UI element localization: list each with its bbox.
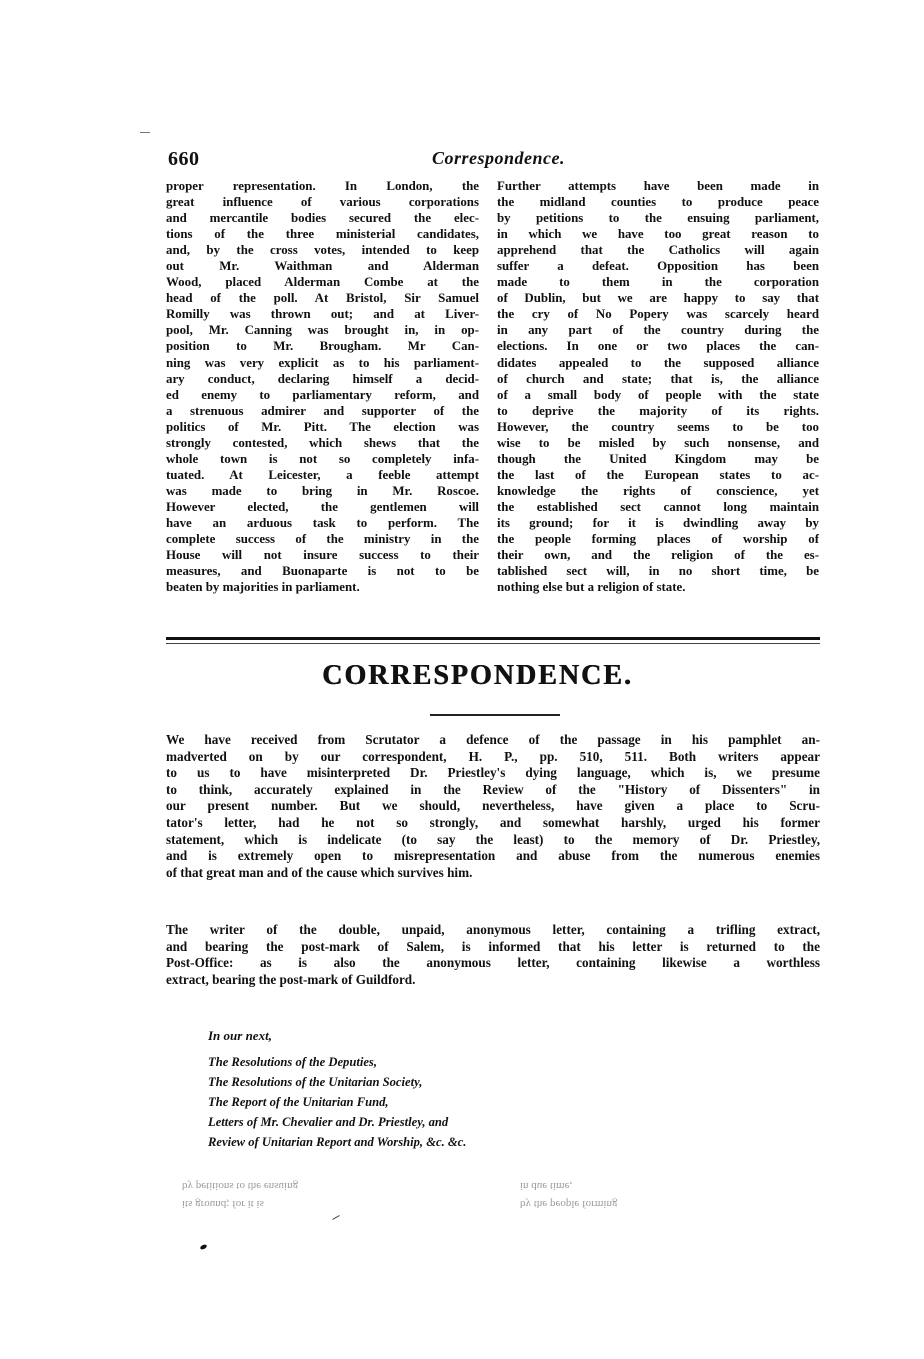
text-line: and bearing the post-mark of Salem, is informed that his letter is returned to the <box>166 938 820 954</box>
forthcoming-item: Letters of Mr. Chevalier and Dr. Priestley, and <box>208 1115 449 1129</box>
text-line: though the United Kingdom may be <box>497 451 819 466</box>
right-column <box>497 178 819 595</box>
text-line: The writer of the double, unpaid, anonymous letter, containing a trifling extract, <box>166 922 820 937</box>
text-line: madverted on by our correspondent, H. P., pp. 510, 511. Both writers appear <box>166 748 820 764</box>
text-line: and mercantile bodies secured the elec- <box>166 211 479 226</box>
text-line: their own, and the religion of the es- <box>497 548 819 563</box>
text-line: politics of Mr. Pitt. The election was <box>166 419 479 434</box>
text-line: in any part of the country during the <box>497 323 819 338</box>
text-line: of a small body of people with the state <box>497 387 819 402</box>
show-through-text: its ground; for it is <box>182 1198 264 1210</box>
text-line: ning was very explicit as to his parliament- <box>166 355 479 370</box>
text-line: Further attempts have been made in <box>497 179 819 193</box>
section-divider <box>166 637 820 640</box>
text-line: House will not insure success to their <box>166 548 479 563</box>
text-line: apprehend that the Catholics will again <box>497 243 819 258</box>
correspondent-notice <box>166 732 820 881</box>
text-line: ed enemy to parliamentary reform, and <box>166 387 479 402</box>
text-line: beaten by majorities in parliament. <box>166 580 360 595</box>
text-line: nothing else but a religion of state. <box>497 580 686 595</box>
text-line: of that great man and of the cause which survives him. <box>166 864 473 880</box>
text-line: However, the country seems to be too <box>497 419 819 434</box>
show-through-text: in due time, <box>520 1180 573 1192</box>
text-line: a strenuous admirer and supporter of the <box>166 403 479 418</box>
text-line: our present number. But we should, nevertheless, have given a place to Scru- <box>166 798 820 814</box>
forthcoming-item: The Resolutions of the Unitarian Society, <box>208 1075 423 1089</box>
text-line: strongly contested, which shews that the <box>166 435 479 450</box>
text-line: to us to have misinterpreted Dr. Priestley's dying language, which is, we presume <box>166 765 820 781</box>
text-line: extract, bearing the post-mark of Guildford. <box>166 971 416 987</box>
text-line: statement, which is indelicate (to say the least) to the memory of Dr. Priestley, <box>166 831 820 847</box>
text-line: the people forming places of worship of <box>497 532 819 547</box>
text-line: and is extremely open to misrepresentation and abuse from the numerous enemies <box>166 848 820 864</box>
text-line: to deprive the majority of its rights. <box>497 403 819 418</box>
print-mark <box>332 1215 339 1220</box>
text-line: by petitions to the ensuing parliament, <box>497 211 819 226</box>
text-line: elections. In one or two places the can- <box>497 339 819 354</box>
page-number: 660 <box>168 148 200 170</box>
text-line: wise to be misled by such nonsense, and <box>497 435 819 450</box>
forthcoming-item: The Resolutions of the Deputies, <box>208 1055 377 1069</box>
text-line: tablished sect will, in no short time, be <box>497 564 819 579</box>
text-line: knowledge the rights of conscience, yet <box>497 483 819 498</box>
text-line: Romilly was thrown out; and at Liver- <box>166 307 479 322</box>
text-line: whole town is not so completely infa- <box>166 451 479 466</box>
text-line: of church and state; that is, the alliance <box>497 371 819 386</box>
text-line: tator's letter, had he not so strongly, and somewhat harshly, urged his former <box>166 814 820 830</box>
text-line: position to Mr. Brougham. Mr Can- <box>166 339 479 354</box>
text-line: We have received from Scrutator a defence of the passage in his pamphlet an- <box>166 732 820 747</box>
text-line: pool, Mr. Canning was brought in, in op- <box>166 323 479 338</box>
text-line: its ground; for it is dwindling away by <box>497 515 819 530</box>
text-line: the established sect cannot long maintain <box>497 499 819 514</box>
section-title: CORRESPONDENCE. <box>322 660 633 691</box>
running-head: Correspondence. <box>432 148 565 168</box>
show-through-text: by the people forming <box>520 1198 618 1210</box>
text-line: complete success of the ministry in the <box>166 532 479 547</box>
show-through-text: by petitions to the ensuing <box>182 1180 299 1192</box>
text-line: proper representation. In London, the <box>166 179 479 193</box>
text-line: didates appealed to the supposed alliance <box>497 355 819 370</box>
text-line: Wood, placed Alderman Combe at the <box>166 275 479 290</box>
text-line: tuated. At Leicester, a feeble attempt <box>166 467 479 482</box>
forthcoming-heading: In our next, <box>208 1028 272 1043</box>
text-line: out Mr. Waithman and Alderman <box>166 259 479 274</box>
text-line: However elected, the gentlemen will <box>166 499 479 514</box>
text-line: to think, accurately explained in the Review of the "History of Dissenters" in <box>166 781 820 797</box>
text-line: of Dublin, but we are happy to say that <box>497 291 819 306</box>
text-line: have an arduous task to perform. The <box>166 515 479 530</box>
text-line: suffer a defeat. Opposition has been <box>497 259 819 274</box>
text-line: head of the poll. At Bristol, Sir Samuel <box>166 291 479 306</box>
forthcoming-item: The Report of the Unitarian Fund, <box>208 1095 389 1109</box>
text-line: the midland counties to produce peace <box>497 195 819 210</box>
text-line: Post-Office: as is also the anonymous letter, containing likewise a worthless <box>166 955 820 971</box>
ink-blot <box>199 1244 207 1251</box>
text-line: in which we have too great reason to <box>497 227 819 242</box>
text-line: the cry of No Popery was scarcely heard <box>497 307 819 322</box>
forthcoming-list <box>208 1028 508 1154</box>
section-divider-thin <box>166 643 820 644</box>
text-line: was made to bring in Mr. Roscoe. <box>166 483 479 498</box>
text-line: tions of the three ministerial candidates, <box>166 227 479 242</box>
text-line: made to them in the corporation <box>497 275 819 290</box>
anonymous-letter-notice <box>166 922 820 988</box>
print-mark <box>140 132 150 133</box>
text-line: and, by the cross votes, intended to keep <box>166 243 479 258</box>
left-column <box>166 178 479 595</box>
text-line: the last of the European states to ac- <box>497 467 819 482</box>
title-rule <box>430 714 560 716</box>
forthcoming-item: Review of Unitarian Report and Worship, &c. &c. <box>208 1135 467 1149</box>
text-line: great influence of various corporations <box>166 195 479 210</box>
text-line: ary conduct, declaring himself a decid- <box>166 371 479 386</box>
text-line: measures, and Buonaparte is not to be <box>166 564 479 579</box>
